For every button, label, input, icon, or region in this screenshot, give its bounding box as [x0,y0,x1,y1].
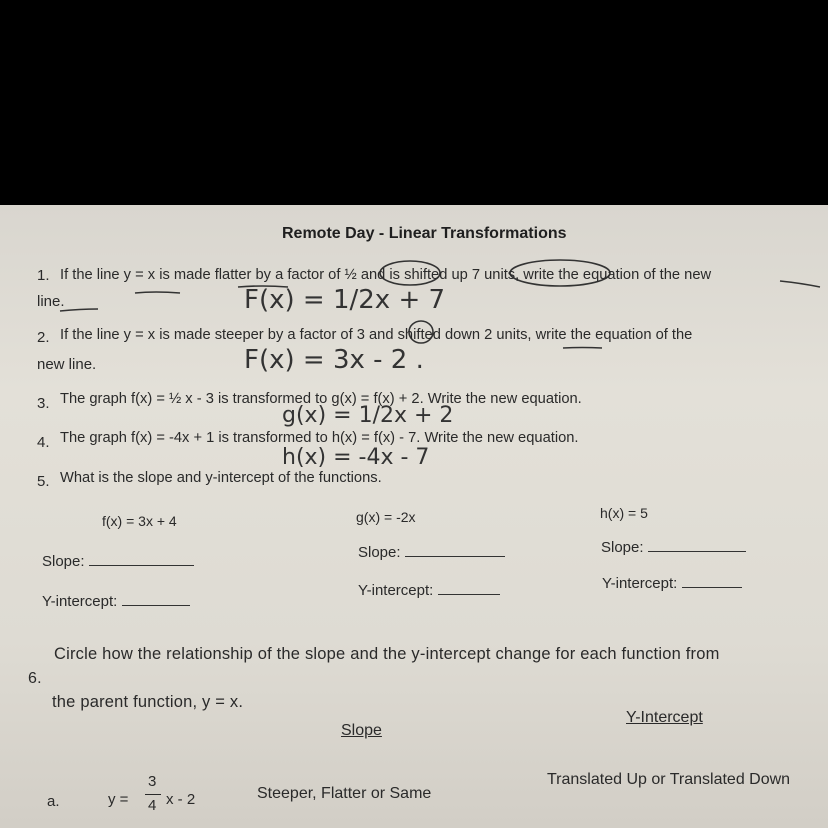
q5-g-slope-row [358,544,505,561]
q5-number: 5. [37,473,50,490]
q5-f-yint-blank[interactable] [122,604,190,606]
q6-number: 6. [28,670,42,687]
q5-function-f: f(x) = 3x + 4 [102,513,177,529]
q2-text-cont: new line. [37,356,97,373]
q6-yintercept-column-header: Y-Intercept [626,709,703,726]
q1-text: If the line y = x is made flatter by a factor of ½ and is shifted up 7 units, write the equation of the new [60,267,712,283]
q6-text: Circle how the relationship of the slope and the y-intercept change for each function from [54,645,720,663]
q5-f-slope-blank[interactable] [89,564,194,566]
q5-g-yint-row [358,582,500,599]
q3-number: 3. [37,395,50,412]
q5-function-h: h(x) = 5 [600,505,648,521]
q6a-slope-choices[interactable]: Steeper, Flatter or Same [257,785,432,802]
q4-text: The graph f(x) = -4x + 1 is transformed to h(x) = f(x) - 7. Write the new equation. [60,430,579,446]
q6a-denominator: 4 [148,797,157,814]
q5-h-slope-label: Slope: [601,539,644,556]
q2-number: 2. [37,329,50,346]
q1-text-cont: line. [37,293,65,310]
q1-handwritten-answer: F(x) = 1/2x + 7 [244,285,446,315]
q5-g-slope-blank[interactable] [405,555,505,557]
q6a-fraction-bar [145,794,161,795]
q5-f-yint-row [42,593,190,610]
q6-text-cont: the parent function, y = x. [52,693,244,711]
q5-h-yint-label: Y-intercept: [602,575,678,592]
q2-handwritten-answer: F(x) = 3x - 2 . [244,345,424,375]
q5-g-slope-label: Slope: [358,544,401,561]
q6a-eq-left: y = [108,791,129,808]
q2-text: If the line y = x is made steeper by a factor of 3 and shifted down 2 units, write the equation of the [60,327,693,343]
q4-number: 4. [37,434,50,451]
q6-slope-column-header: Slope [341,722,382,739]
q6a-letter: a. [47,793,60,810]
worksheet-title: Remote Day - Linear Transformations [282,225,567,242]
q5-function-g: g(x) = -2x [356,509,416,525]
q5-f-slope-label: Slope: [42,553,85,570]
q5-h-slope-blank[interactable] [648,550,746,552]
q5-f-yint-label: Y-intercept: [42,593,118,610]
q5-g-yint-label: Y-intercept: [358,582,434,599]
q5-text: What is the slope and y-intercept of the functions. [60,470,382,486]
q5-f-slope-row [42,553,194,570]
q5-h-slope-row [601,539,746,556]
q6a-eq-right: x - 2 [166,791,196,808]
worksheet [0,205,828,828]
q5-h-yint-row [602,575,742,592]
q3-handwritten-answer: g(x) = 1/2x + 2 [282,403,454,428]
q5-h-yint-blank[interactable] [682,586,742,588]
q5-g-yint-blank[interactable] [438,593,500,595]
q6a-numerator: 3 [148,773,157,790]
q1-number: 1. [37,267,50,284]
q3-text: The graph f(x) = ½ x - 3 is transformed to g(x) = f(x) + 2. Write the new equation. [60,391,582,407]
q6a-yint-choices[interactable]: Translated Up or Translated Down [547,771,791,788]
q4-handwritten-answer: h(x) = -4x - 7 [282,445,430,470]
